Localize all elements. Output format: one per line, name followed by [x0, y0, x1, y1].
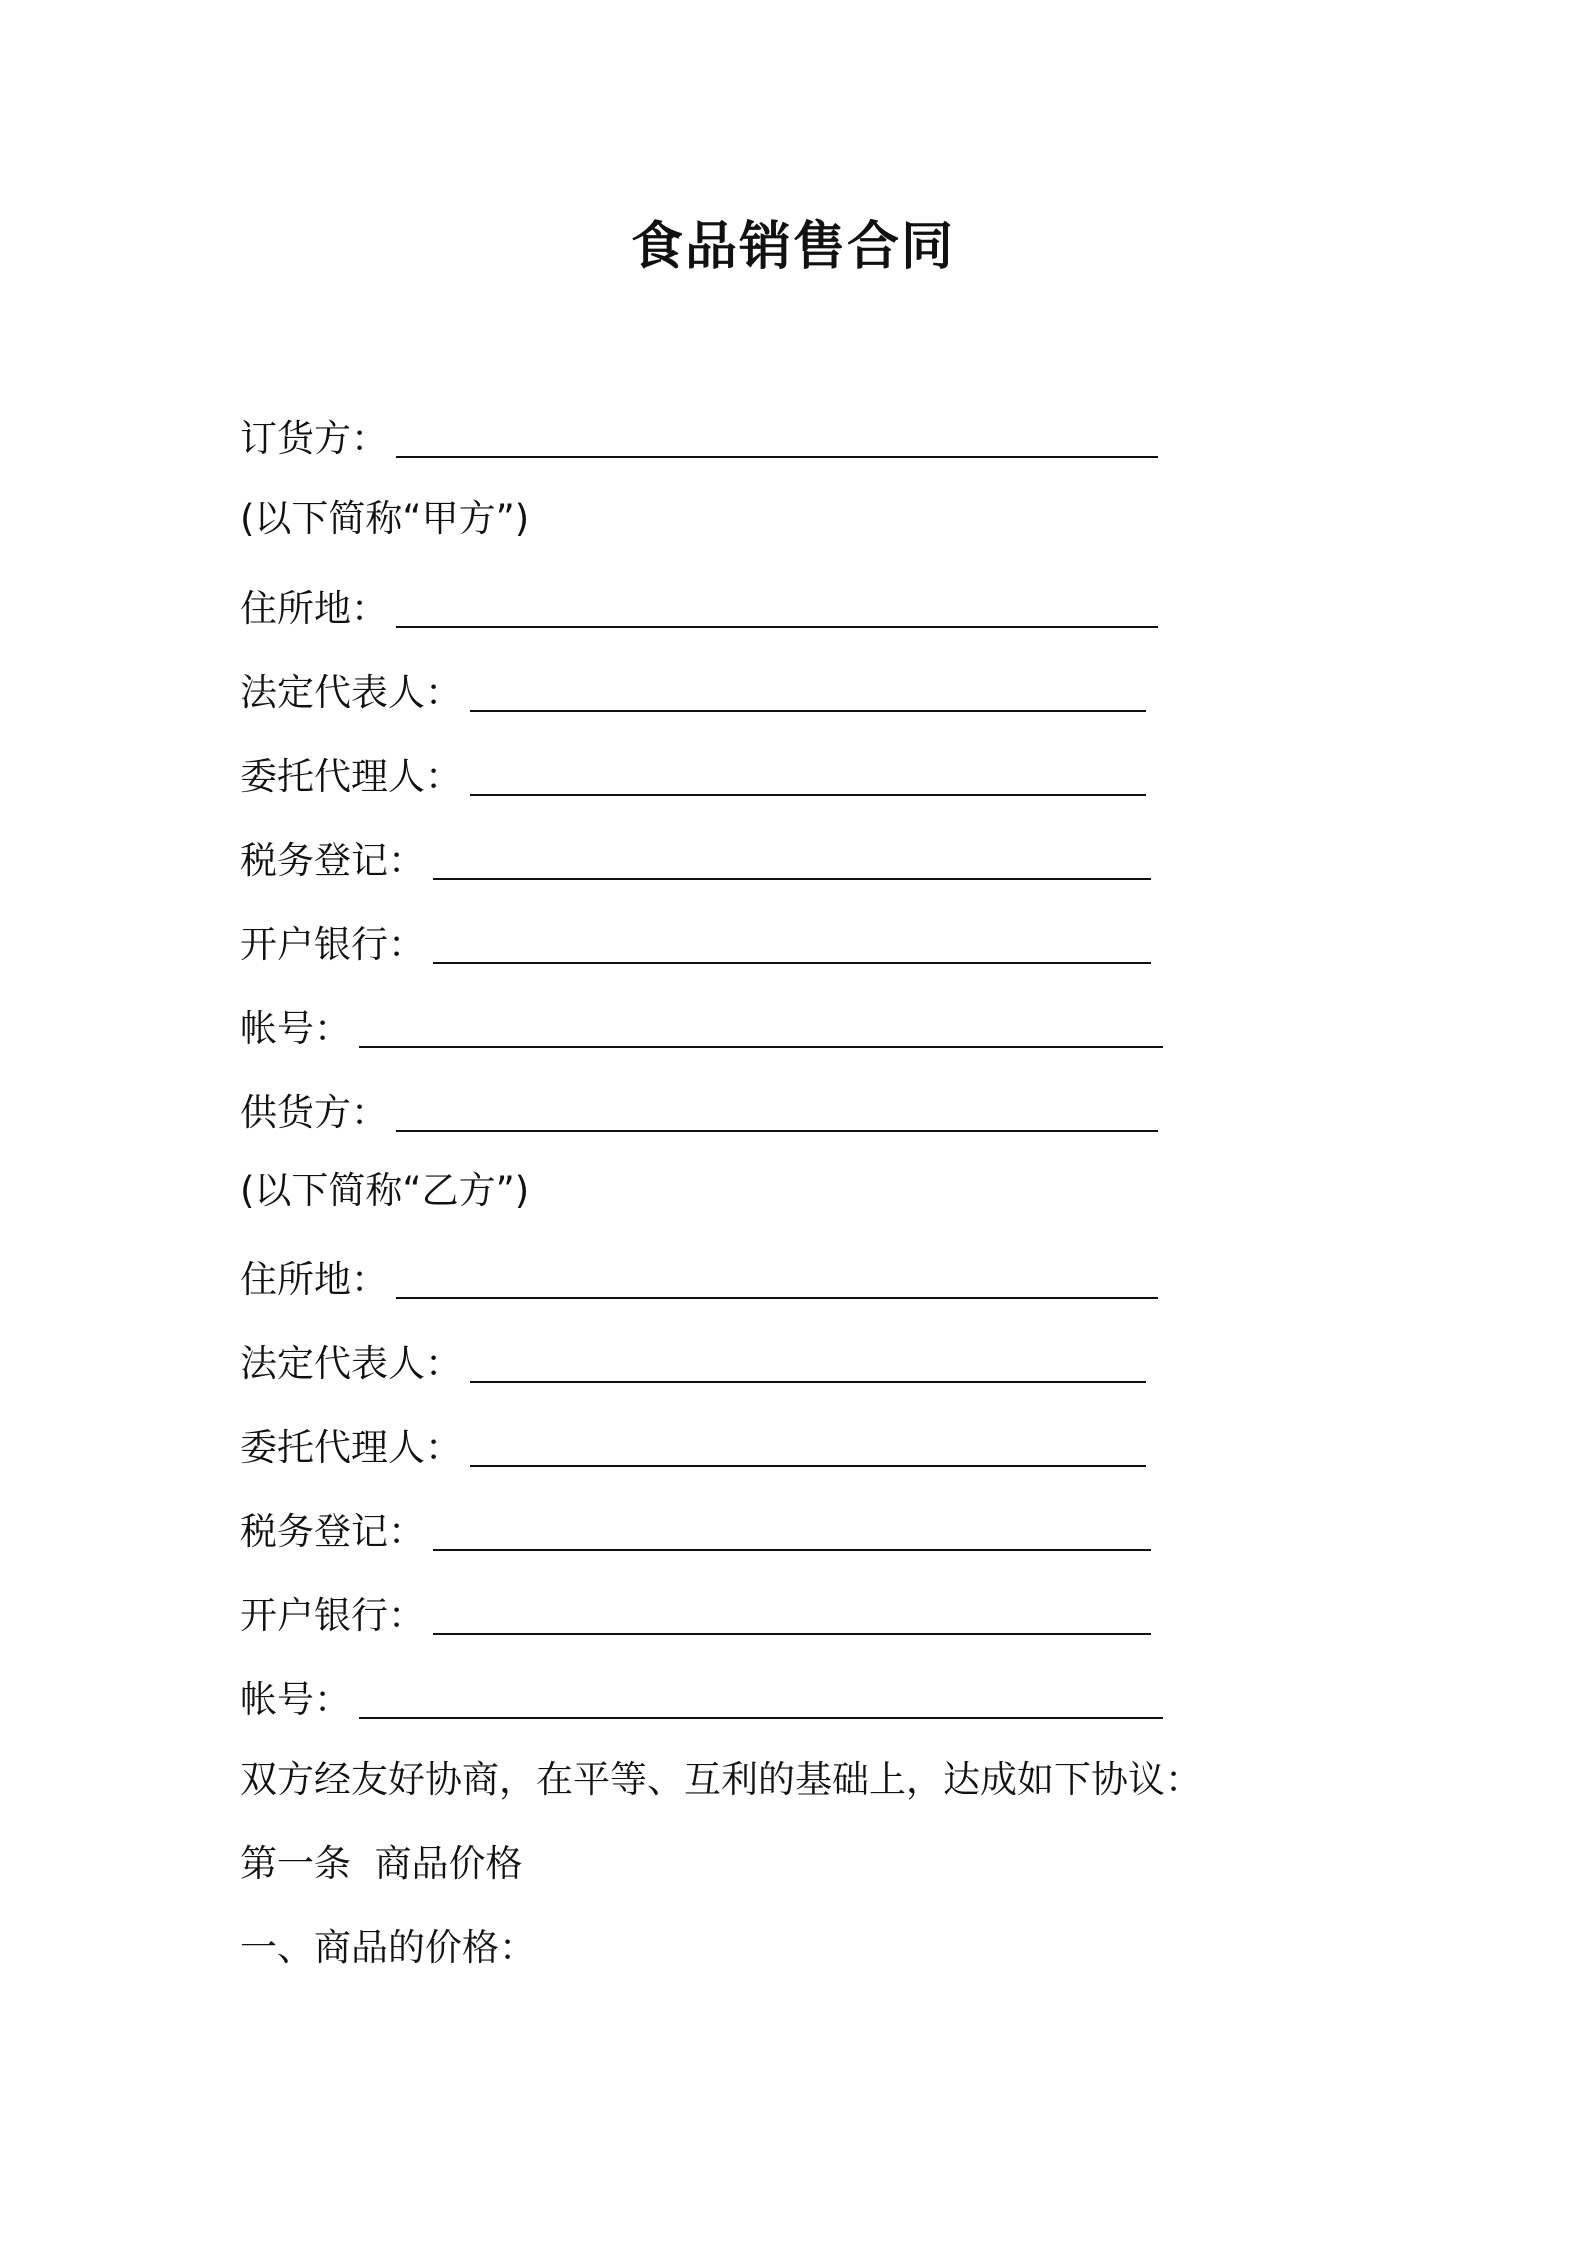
- fill-blank[interactable]: [396, 456, 1158, 458]
- fill-blank[interactable]: [470, 710, 1146, 712]
- field-label: 供货方：: [240, 1091, 388, 1134]
- fill-blank[interactable]: [433, 1549, 1151, 1551]
- field-label: (以下简称“乙方”): [240, 1169, 530, 1212]
- supplier-field: [240, 1088, 1158, 1138]
- section-heading: 第一条 商品价格: [240, 1842, 523, 1885]
- party-a-legal-rep-field: [240, 668, 1146, 718]
- fill-blank[interactable]: [396, 1297, 1158, 1299]
- field-label: 税务登记：: [240, 839, 425, 882]
- orderer-field: [240, 414, 1158, 464]
- field-label: 住所地：: [240, 1258, 388, 1301]
- fill-blank[interactable]: [470, 1465, 1146, 1467]
- party-b-tax-field: [240, 1507, 1151, 1557]
- field-label: 住所地：: [240, 587, 388, 630]
- party-b-address-field: [240, 1255, 1158, 1305]
- paragraph-text: 一、商品的价格：: [240, 1926, 536, 1969]
- field-label: 委托代理人：: [240, 1426, 462, 1469]
- fill-blank[interactable]: [396, 1130, 1158, 1132]
- field-label: 委托代理人：: [240, 755, 462, 798]
- party-b-bank-field: [240, 1591, 1151, 1641]
- fill-blank[interactable]: [433, 878, 1151, 880]
- fill-blank[interactable]: [470, 794, 1146, 796]
- fill-blank[interactable]: [359, 1717, 1163, 1719]
- field-label: 开户银行：: [240, 1594, 425, 1637]
- fill-blank[interactable]: [433, 1633, 1151, 1635]
- field-label: 开户银行：: [240, 923, 425, 966]
- field-label: 帐号：: [240, 1678, 351, 1721]
- document-title: 食品销售合同: [630, 217, 955, 277]
- article-1-item-1: [240, 1923, 536, 1973]
- party-a-agent-field: [240, 752, 1146, 802]
- agreement-intro: [240, 1755, 1202, 1805]
- party-b-agent-field: [240, 1423, 1146, 1473]
- party-a-bank-field: [240, 920, 1151, 970]
- paragraph-text: 双方经友好协商，在平等、互利的基础上，达成如下协议：: [240, 1758, 1202, 1801]
- fill-blank[interactable]: [470, 1381, 1146, 1383]
- party-a-address-field: [240, 584, 1158, 634]
- party-a-tax-field: [240, 836, 1151, 886]
- field-label: 法定代表人：: [240, 1342, 462, 1385]
- field-label: 帐号：: [240, 1007, 351, 1050]
- field-label: (以下简称“甲方”): [240, 497, 530, 540]
- party-a-note: [240, 494, 529, 544]
- fill-blank[interactable]: [433, 962, 1151, 964]
- party-a-account-field: [240, 1004, 1163, 1054]
- fill-blank[interactable]: [359, 1046, 1163, 1048]
- party-b-account-field: [240, 1675, 1163, 1725]
- fill-blank[interactable]: [396, 626, 1158, 628]
- party-b-legal-rep-field: [240, 1339, 1146, 1389]
- field-label: 税务登记：: [240, 1510, 425, 1553]
- party-b-note: [240, 1166, 529, 1216]
- field-label: 法定代表人：: [240, 671, 462, 714]
- article-1-heading: [240, 1839, 523, 1889]
- field-label: 订货方：: [240, 417, 388, 460]
